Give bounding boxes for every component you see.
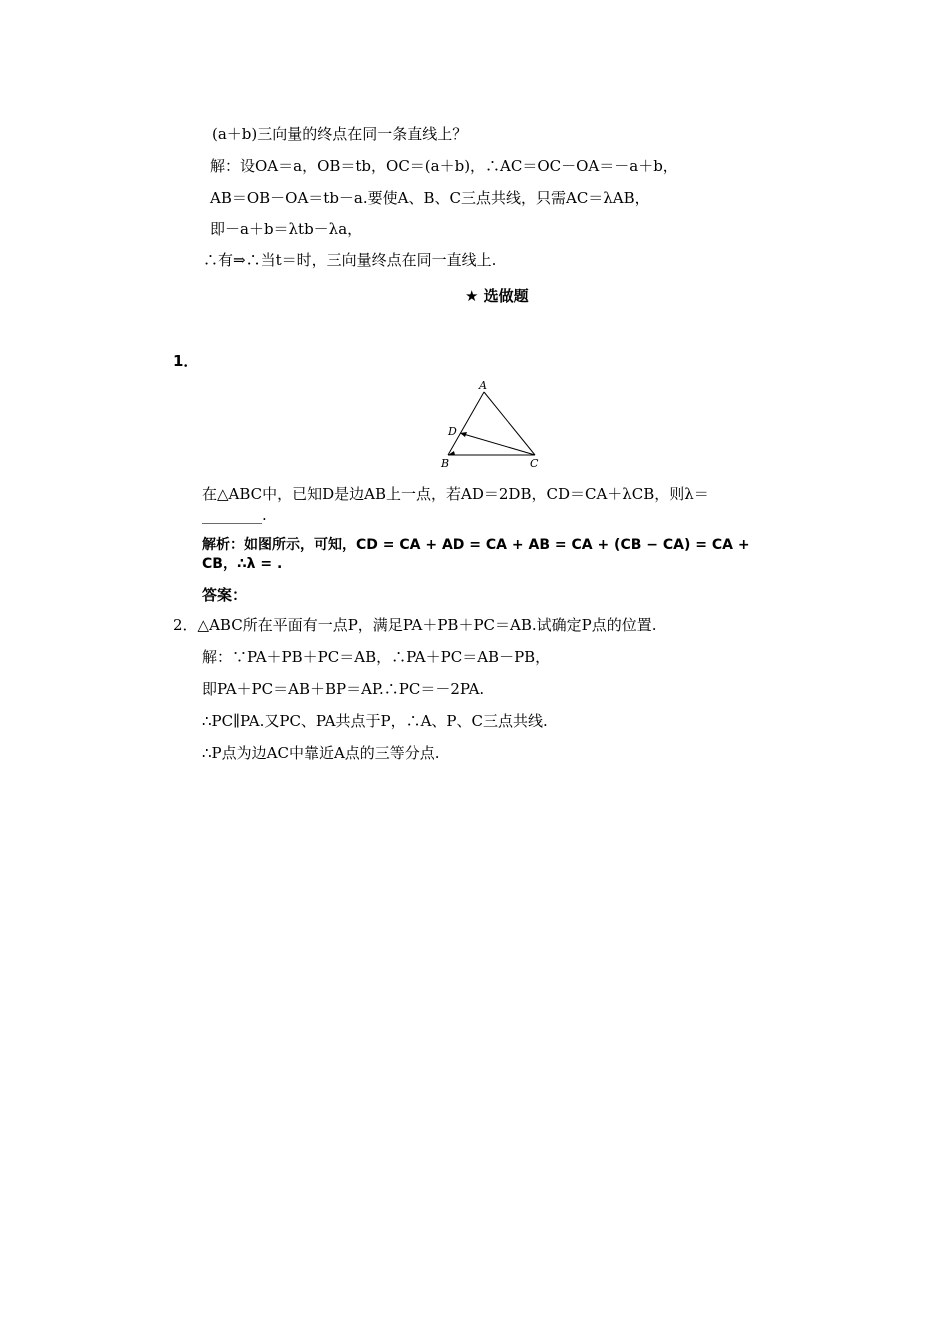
- side-ab: [448, 392, 484, 455]
- solution-line: 即－a＋b＝λtb－λa，: [210, 220, 363, 238]
- solution-line: ∴PC∥PA.又PC、PA共点于P，∴A、P、C三点共线.: [202, 712, 548, 730]
- solution-line: 即PA＋PC＝AB＋BP＝AP.∴PC＝－2PA.: [202, 680, 485, 698]
- side-ac: [484, 392, 535, 455]
- solution-line: 解：设OA＝a，OB＝tb，OC＝(a＋b)，∴AC＝OC－OA＝－a＋b，: [210, 157, 678, 175]
- question-line: 2．△ABC所在平面有一点P，满足PA＋PB＋PC＝AB.试确定P点的位置.: [173, 616, 657, 634]
- section-heading: ★ 选做题: [465, 287, 529, 305]
- problem-number: 1．: [173, 352, 199, 370]
- analysis-line: 解析：如图所示，可知，CD = CA + AD = CA + AB = CA + (CB − CA) = CA +: [202, 537, 750, 553]
- vertex-label-c: C: [530, 457, 539, 470]
- solution-line: 解：∵PA＋PB＋PC＝AB，∴PA＋PC＝AB－PB，: [202, 648, 551, 666]
- text-line: (a＋b)三向量的终点在同一条直线上？: [212, 125, 468, 143]
- answer-label: 答案：: [202, 586, 248, 604]
- vertex-label-a: A: [479, 379, 487, 392]
- segment-cd: [460, 433, 535, 455]
- point-label-d: D: [448, 425, 457, 438]
- solution-line: ∴P点为边AC中靠近A点的三等分点.: [202, 744, 440, 762]
- analysis-line: CB，∴λ = .: [202, 556, 283, 572]
- solution-line: AB＝OB－OA＝tb－a.要使A、B、C三点共线，只需AC＝λAB，: [210, 189, 650, 207]
- triangle-figure: [436, 376, 546, 472]
- answer-blank: ________.: [202, 506, 267, 524]
- vertex-label-b: B: [441, 457, 450, 470]
- question-line: 在△ABC中，已知D是边AB上一点，若AD＝2DB，CD＝CA＋λCB，则λ＝: [202, 485, 709, 503]
- conclusion-line: ∴有⇒∴当t＝时，三向量终点在同一直线上.: [203, 251, 497, 269]
